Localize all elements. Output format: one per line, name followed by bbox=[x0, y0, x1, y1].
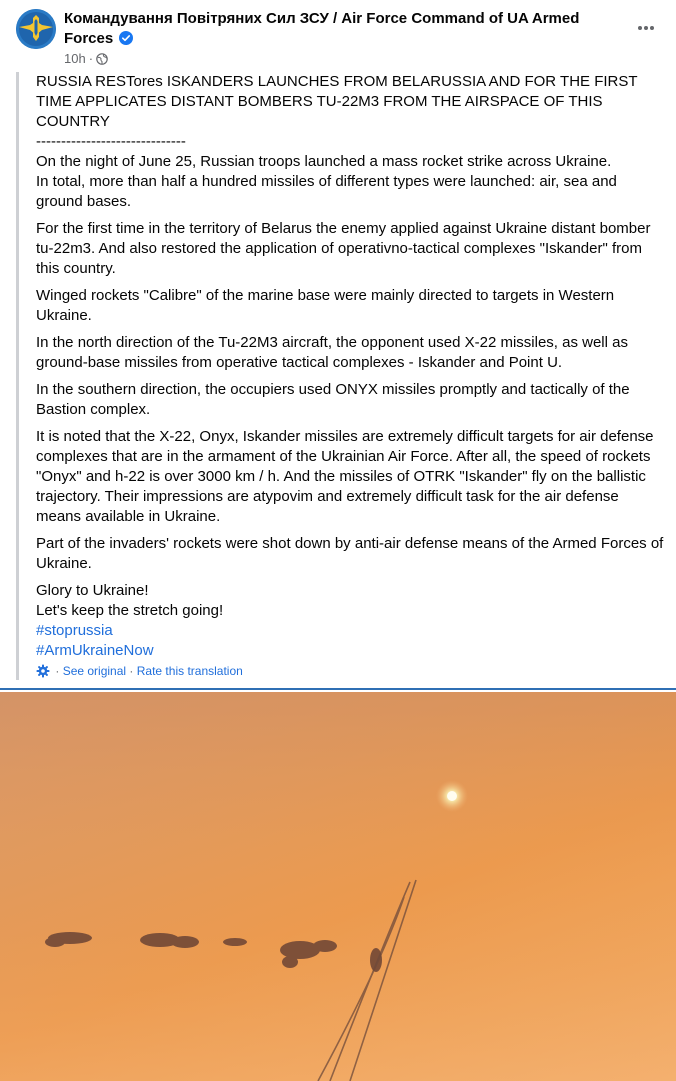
rocket-launch-photo bbox=[0, 692, 676, 1081]
post-photo[interactable] bbox=[0, 692, 676, 1081]
post-header bbox=[0, 0, 676, 72]
author-name-text[interactable]: Командування Повітряних Сил ЗСУ / Air Force Command of UA Armed Forces bbox=[64, 10, 580, 47]
rate-translation-link[interactable]: Rate this translation bbox=[136, 664, 243, 678]
post-paragraph: In the north direction of the Tu-22M3 aircraft, the opponent used X-22 missiles, as well as ground-base missiles from operative tactical complexes - Iskander and Point U. bbox=[36, 334, 628, 371]
page-avatar[interactable] bbox=[16, 9, 56, 49]
meta-separator: · bbox=[88, 51, 94, 66]
post-paragraph: In the southern direction, the occupiers used ONYX missiles promptly and tactically of the Bastion complex. bbox=[36, 381, 630, 418]
post-paragraph: Part of the invaders' rockets were shot down by anti-air defense means of the Armed Forces of Ukraine. bbox=[36, 535, 664, 572]
more-options-icon bbox=[637, 25, 655, 31]
post-headline: RUSSIA RESTores ISKANDERS LAUNCHES FROM BELARUSSIA AND FOR THE FIRST TIME APPLICATES DISTANT BOMBERS TU-22M3 FROM THE AIRSPACE OF THIS COUNTRY bbox=[36, 73, 638, 130]
verified-badge-icon bbox=[119, 31, 133, 51]
timestamp[interactable]: 10h bbox=[64, 51, 86, 66]
post-paragraph: It is noted that the X-22, Onyx, Iskander missiles are extremely difficult targets for air defense complexes that are in the armament of the Ukrainian Air Force. After all, the speed of rockets "Onyx" and h-22 is over 3000 km / h. And the missiles of OTRK "Iskander" fly on the ballistic trajectory. Their impressions are atypovim and extremely difficult task for the air defense means available in Ukraine. bbox=[36, 428, 654, 525]
post-body bbox=[16, 72, 666, 680]
post-rule: ------------------------------ bbox=[36, 133, 186, 150]
closing-line-1: Glory to Ukraine! bbox=[36, 582, 149, 599]
author-name[interactable] bbox=[64, 9, 604, 51]
post-paragraph: For the first time in the territory of Belarus the enemy applied against Ukraine distant bomber tu-22m3. And also restored the application of operativno-tactical complexes "Iskander" from this country. bbox=[36, 220, 651, 277]
gear-icon bbox=[36, 664, 50, 682]
image-divider bbox=[0, 688, 676, 690]
post-meta bbox=[64, 51, 108, 69]
post-paragraph: On the night of June 25, Russian troops launched a mass rocket strike across Ukraine. In total, more than half a hundred missiles of different types were launched: air, sea and ground bases. bbox=[36, 153, 617, 210]
hashtag-stoprussia[interactable]: #stoprussia bbox=[36, 622, 113, 639]
closing-line-2: Let's keep the stretch going! bbox=[36, 602, 224, 619]
post-closing bbox=[36, 581, 666, 661]
air-force-emblem-icon bbox=[16, 9, 56, 49]
translation-separator: · bbox=[129, 664, 134, 678]
globe-icon[interactable] bbox=[96, 53, 108, 69]
translation-separator: · bbox=[55, 664, 60, 678]
hashtag-armukrainenow[interactable]: #ArmUkraineNow bbox=[36, 642, 154, 659]
post-paragraph: Winged rockets "Calibre" of the marine base were mainly directed to targets in Western Ukraine. bbox=[36, 287, 615, 324]
translation-bar bbox=[36, 663, 666, 682]
see-original-link[interactable]: See original bbox=[62, 664, 127, 678]
more-options-button[interactable] bbox=[630, 12, 662, 44]
